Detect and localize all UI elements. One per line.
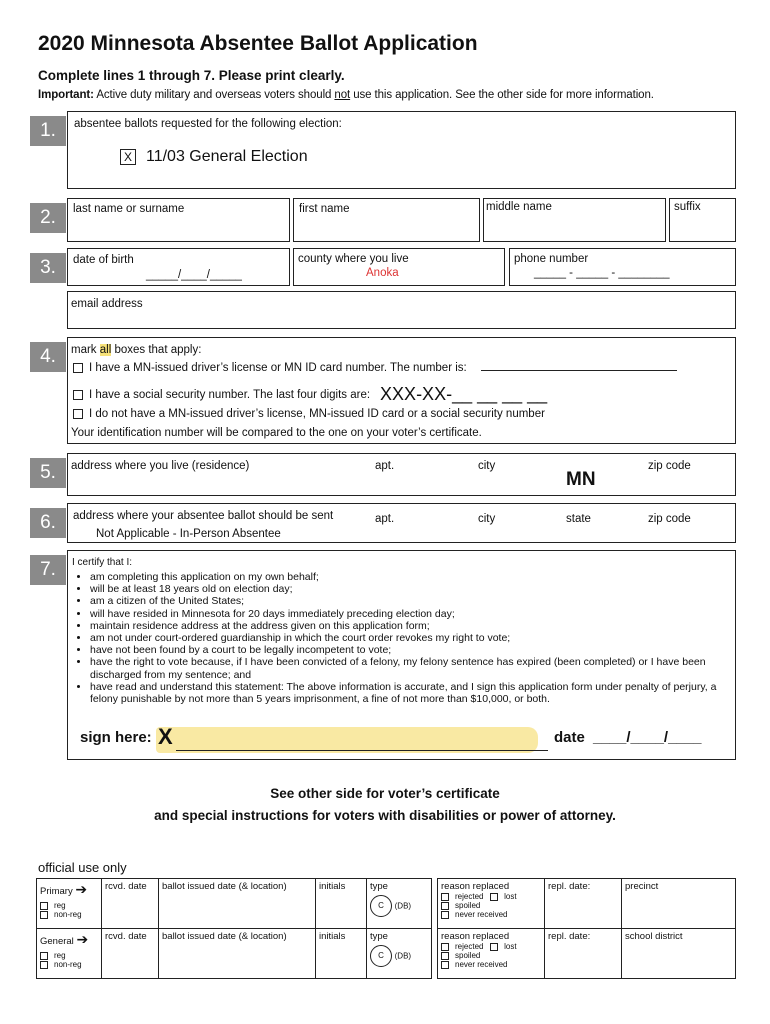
phone-label: phone number	[514, 253, 589, 265]
checkbox-never-received[interactable]	[441, 911, 449, 919]
official-initials[interactable]: initials	[316, 929, 367, 979]
official-row-primary-right	[438, 879, 736, 929]
county-label: county where you live	[298, 253, 409, 265]
section-4-number: 4.	[30, 342, 66, 372]
certify-item: • have not been found by a court to be legally incompetent to vote;	[90, 644, 726, 656]
official-ballot-issued[interactable]: ballot issued date (& location)	[159, 929, 316, 979]
checkbox-nonreg[interactable]	[40, 911, 48, 919]
type-c-circle[interactable]: C	[370, 895, 392, 917]
phone-field[interactable]	[509, 248, 736, 286]
checkbox-reg[interactable]	[40, 902, 48, 910]
official-rcvd-date[interactable]: rcvd. date	[102, 879, 159, 929]
lost-label: lost	[504, 892, 517, 901]
middle-name-label: middle name	[486, 201, 552, 213]
official-use-title: official use only	[38, 860, 127, 875]
rejected-label: rejected	[455, 942, 484, 951]
checkbox-lost[interactable]	[490, 893, 498, 901]
official-row-general-right	[438, 929, 736, 979]
repl-date[interactable]: repl. date:	[545, 929, 622, 979]
official-reg-label: reg	[54, 901, 66, 910]
official-row-general	[37, 929, 432, 979]
checkbox-nonreg[interactable]	[40, 961, 48, 969]
date-field[interactable]: ____/____/____	[593, 729, 702, 746]
section-7-number: 7.	[30, 555, 66, 585]
option-no-id-label: I do not have a MN-issued driver’s license, MN-issued ID card or a social security number	[89, 408, 545, 420]
official-type-label: type	[370, 931, 388, 942]
residence-city-label: city	[478, 460, 496, 472]
first-name-field[interactable]	[293, 198, 480, 242]
lost-label: lost	[504, 942, 517, 951]
mark-text-b: boxes that apply:	[111, 344, 202, 356]
section-7-box	[67, 550, 736, 760]
section-1-number: 1.	[30, 116, 66, 146]
dob-field[interactable]	[67, 248, 290, 286]
official-ballot-issued[interactable]: ballot issued date (& location)	[159, 879, 316, 929]
county-value: Anoka	[366, 267, 399, 279]
section-5-number: 5.	[30, 458, 66, 488]
footer-line-2: and special instructions for voters with disabilities or power of attorney.	[154, 808, 616, 823]
school-district-field[interactable]: school district	[622, 929, 736, 979]
mark-all-highlight: all	[99, 344, 112, 356]
reason-replaced-cell	[438, 879, 545, 929]
important-text-b: use this application. See the other side for more information.	[350, 89, 654, 101]
section-2-number: 2.	[30, 203, 66, 233]
reason-replaced-cell	[438, 929, 545, 979]
never-received-label: never received	[455, 960, 508, 969]
precinct-field[interactable]: precinct	[622, 879, 736, 929]
repl-date[interactable]: repl. date:	[545, 879, 622, 929]
checkbox-reg[interactable]	[40, 952, 48, 960]
section-6-number: 6.	[30, 508, 66, 538]
reason-replaced-label: reason replaced	[441, 881, 510, 892]
first-name-label: first name	[299, 203, 350, 215]
important-note	[38, 89, 654, 101]
official-row-primary	[37, 879, 432, 929]
checkbox-never-received[interactable]	[441, 961, 449, 969]
dob-blank: _____/____/_____	[146, 269, 242, 281]
residence-apt-label: apt.	[375, 460, 395, 472]
middle-name-field[interactable]	[483, 198, 666, 242]
checkbox-lost[interactable]	[490, 943, 498, 951]
official-election-name: Primary	[40, 886, 73, 897]
mailing-address-value: Not Applicable - In-Person Absentee	[96, 528, 281, 540]
spoiled-label: spoiled	[455, 901, 481, 910]
ssn-digits[interactable]: XXX-XX-__ __ __ __	[380, 384, 548, 404]
checkbox-spoiled[interactable]	[441, 952, 449, 960]
mailing-city-label: city	[478, 513, 496, 525]
important-label: Important:	[38, 89, 94, 101]
official-use-table-right	[437, 878, 736, 979]
mark-all-label	[71, 344, 201, 356]
certify-item: • am completing this application on my own behalf;	[90, 571, 726, 583]
checkbox-drivers-license[interactable]	[73, 363, 83, 373]
signature-line	[176, 750, 548, 751]
never-received-label: never received	[455, 910, 508, 919]
last-name-label: last name or surname	[73, 203, 185, 215]
mailing-state-label: state	[566, 513, 591, 525]
mailing-zip-label: zip code	[648, 513, 691, 525]
arrow-right-icon: ➔	[75, 881, 88, 897]
mailing-address-field[interactable]	[67, 503, 736, 543]
official-type-label: type	[370, 881, 388, 892]
email-field[interactable]	[67, 291, 736, 329]
official-rcvd-date[interactable]: rcvd. date	[102, 929, 159, 979]
certify-item: • maintain residence address at the address given on this application form;	[90, 620, 726, 632]
official-election-cell	[37, 929, 102, 979]
option-drivers-license-label: I have a MN-issued driver’s license or MN ID card number. The number is:	[89, 362, 467, 374]
option-no-id[interactable]	[73, 408, 545, 420]
checkbox-ssn[interactable]	[73, 390, 83, 400]
certify-item: • will have resided in Minnesota for 20 days immediately preceding election day;	[90, 608, 726, 620]
spoiled-label: spoiled	[455, 951, 481, 960]
rejected-label: rejected	[455, 892, 484, 901]
section-3-number: 3.	[30, 253, 66, 283]
instructions: Complete lines 1 through 7. Please print clearly.	[38, 68, 345, 83]
residence-zip-label: zip code	[648, 460, 691, 472]
residence-state-value: MN	[566, 469, 596, 490]
mailing-apt-label: apt.	[375, 513, 395, 525]
date-label: date	[554, 729, 585, 746]
official-nonreg-label: non-reg	[54, 960, 82, 969]
election-label: absentee ballots requested for the following election:	[74, 118, 342, 130]
signature-x-mark: X	[158, 724, 173, 749]
official-nonreg-label: non-reg	[54, 910, 82, 919]
mailing-address-label: address where your absentee ballot should be sent	[73, 510, 334, 522]
certify-item: • am not under court-ordered guardianship in which the court order revokes my right to vote;	[90, 632, 726, 644]
id-note: Your identification number will be compared to the one on your voter’s certificate.	[71, 427, 482, 439]
email-label: email address	[71, 298, 143, 310]
official-initials[interactable]: initials	[316, 879, 367, 929]
option-ssn[interactable]	[73, 384, 547, 405]
certify-item: • will be at least 18 years old on election day;	[90, 583, 726, 595]
certify-intro: I certify that I:	[72, 557, 133, 568]
suffix-field[interactable]	[669, 198, 736, 242]
sign-label: sign here:	[80, 729, 152, 746]
important-not: not	[334, 89, 351, 101]
option-drivers-license[interactable]	[73, 362, 677, 374]
drivers-license-number-line[interactable]	[481, 370, 677, 371]
certify-list-container	[68, 571, 726, 705]
important-text-a: Active duty military and overseas voters should	[96, 89, 335, 101]
phone-blank: _____ - _____ - ________	[534, 267, 670, 279]
checkbox-no-id[interactable]	[73, 409, 83, 419]
certify-list	[68, 571, 726, 705]
mark-text-a: mark	[71, 344, 100, 356]
certify-item: • have the right to vote because, if I have been convicted of a felony, my felony sentence has expired (been completed) or I have been discharged from my sentence; and	[90, 656, 726, 680]
official-type-cell	[367, 879, 432, 929]
official-election-name: General	[40, 936, 74, 947]
official-reg-label: reg	[54, 951, 66, 960]
official-use-table-left	[36, 878, 432, 979]
arrow-right-icon: ➔	[76, 931, 89, 947]
certify-item: • have read and understand this statement: The above information is accurate, and I sign this application form under penalty of perjury, a felony punishable by not more than 5 years imprisonment, a fine of not more than $10,000, or both.	[90, 681, 726, 705]
checkbox-spoiled[interactable]	[441, 902, 449, 910]
official-type-cell	[367, 929, 432, 979]
certify-item: • am a citizen of the United States;	[90, 595, 726, 607]
type-db-label: (DB)	[394, 951, 412, 961]
election-name: 11/03 General Election	[146, 148, 308, 165]
checkbox-rejected[interactable]	[441, 893, 449, 901]
section-4-box	[67, 337, 736, 444]
footer-line-1: See other side for voter’s certificate	[270, 786, 500, 801]
signature-field[interactable]	[156, 724, 538, 753]
option-ssn-label: I have a social security number. The last four digits are:	[89, 389, 371, 401]
reason-replaced-label: reason replaced	[441, 931, 510, 942]
type-c-circle[interactable]: C	[370, 945, 392, 967]
residence-address-label: address where you live (residence)	[71, 460, 250, 472]
last-name-field[interactable]	[67, 198, 290, 242]
type-db-label: (DB)	[394, 901, 412, 911]
official-election-cell	[37, 879, 102, 929]
dob-label: date of birth	[73, 254, 134, 266]
election-choice[interactable]	[120, 148, 308, 166]
section-1-box	[67, 111, 736, 189]
checkbox-rejected[interactable]	[441, 943, 449, 951]
residence-address-field[interactable]	[67, 453, 736, 496]
page-title: 2020 Minnesota Absentee Ballot Application	[38, 32, 478, 55]
suffix-label: suffix	[674, 201, 701, 213]
election-checkbox[interactable]: X	[120, 149, 136, 165]
county-field[interactable]	[293, 248, 505, 286]
